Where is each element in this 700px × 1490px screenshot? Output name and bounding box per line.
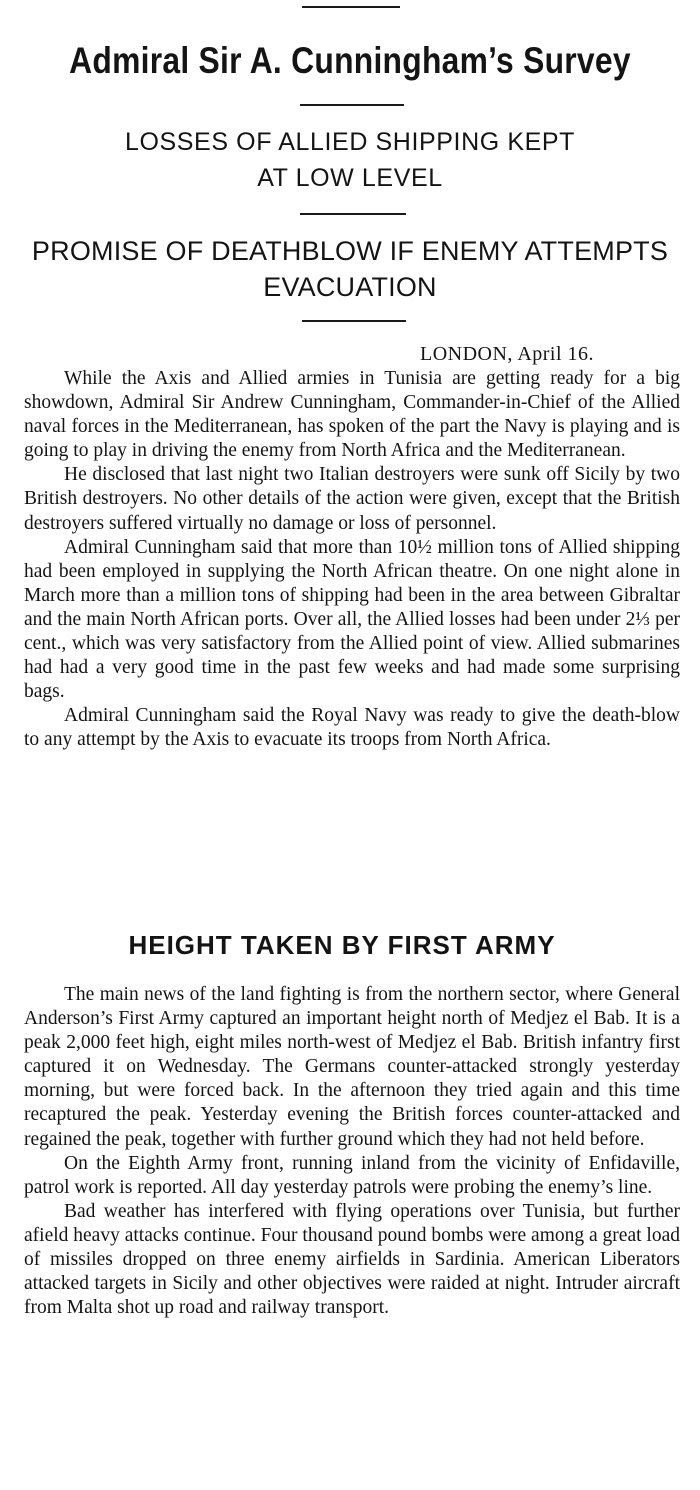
rule-below-headline xyxy=(300,104,404,106)
deck-promise xyxy=(0,233,700,305)
top-rule xyxy=(302,6,400,8)
paragraph: Bad weather has interfered with flying operations over Tunisia, but further afield heavy attacks continue. Four thousand pound bombs were among a great load of missiles dropped on three enemy airfields in Sardinia. American Liberators attacked targets in Sicily and other objectives were raided at night. Intruder aircraft from Malta shot up road and railway transport. xyxy=(24,1200,680,1319)
deck-promise-line-1: PROMISE OF DEATHBLOW IF ENEMY ATTEMPTS xyxy=(31,236,669,266)
paragraph: The main news of the land fighting is from the northern sector, where General Anderson’s First Army captured an important height north of Medjez el Bab. It is a peak 2,000 feet high, eight miles north-west of Medjez el Bab. British infantry first captured it on Wednesday. The Germans counter-attacked strongly yesterday morning, but were forced back. In the afternoon they tried again and this time recaptured the peak. Yesterday evening the British forces counter-attacked and regained the peak, together with further ground which they had not held before. xyxy=(24,984,680,1150)
deck-losses xyxy=(0,124,700,196)
paragraph: Admiral Cunningham said the Royal Navy was ready to give the death-blow to any attempt by the Axis to evacuate its troops from North Africa. xyxy=(24,705,680,751)
paragraph: While the Axis and Allied armies in Tunisia are getting ready for a big showdown, Admiral Sir Andrew Cunningham, Commander-in-Chief of the Allied naval forces in the Mediterranean, has spoken of the part the Navy is playing and is going to play in driving the enemy from North Africa and the Mediterranean. xyxy=(24,368,680,462)
subheading: HEIGHT TAKEN BY FIRST ARMY xyxy=(128,930,556,960)
article-body-part-2 xyxy=(24,983,680,1320)
paragraph: Admiral Cunningham said that more than 10½ million tons of Allied shipping had been employed in supplying the North African theatre. On one night alone in March more than a million tons of shipping had been in the area between Gibraltar and the main North African ports. Over all, the Allied losses had been under 2⅓ per cent., which was very satisfactory from the Allied point of view. Allied submarines had had a very good time in the past few weeks and had made some surprising bags. xyxy=(24,536,680,703)
article-body-part-1 xyxy=(24,367,680,753)
deck-promise-line-2: EVACUATION xyxy=(263,272,437,302)
dateline: LONDON, April 16. xyxy=(420,343,595,365)
rule-below-deck-2 xyxy=(302,320,406,322)
deck-losses-line-2: AT LOW LEVEL xyxy=(257,164,443,192)
paragraph: He disclosed that last night two Italian destroyers were sunk off Sicily by two British destroyers. No other details of the action were given, except that the British destroyers suffered virtually no damage or loss of personnel. xyxy=(24,464,680,534)
headline: Admiral Sir A. Cunningham’s Survey xyxy=(69,40,631,81)
paragraph: On the Eighth Army front, running inland from the vicinity of Enfidaville, patrol work is reported. All day yesterday patrols were probing the enemy’s line. xyxy=(24,1152,680,1198)
deck-losses-line-1: LOSSES OF ALLIED SHIPPING KEPT xyxy=(124,128,576,156)
rule-below-deck-1 xyxy=(300,213,406,215)
